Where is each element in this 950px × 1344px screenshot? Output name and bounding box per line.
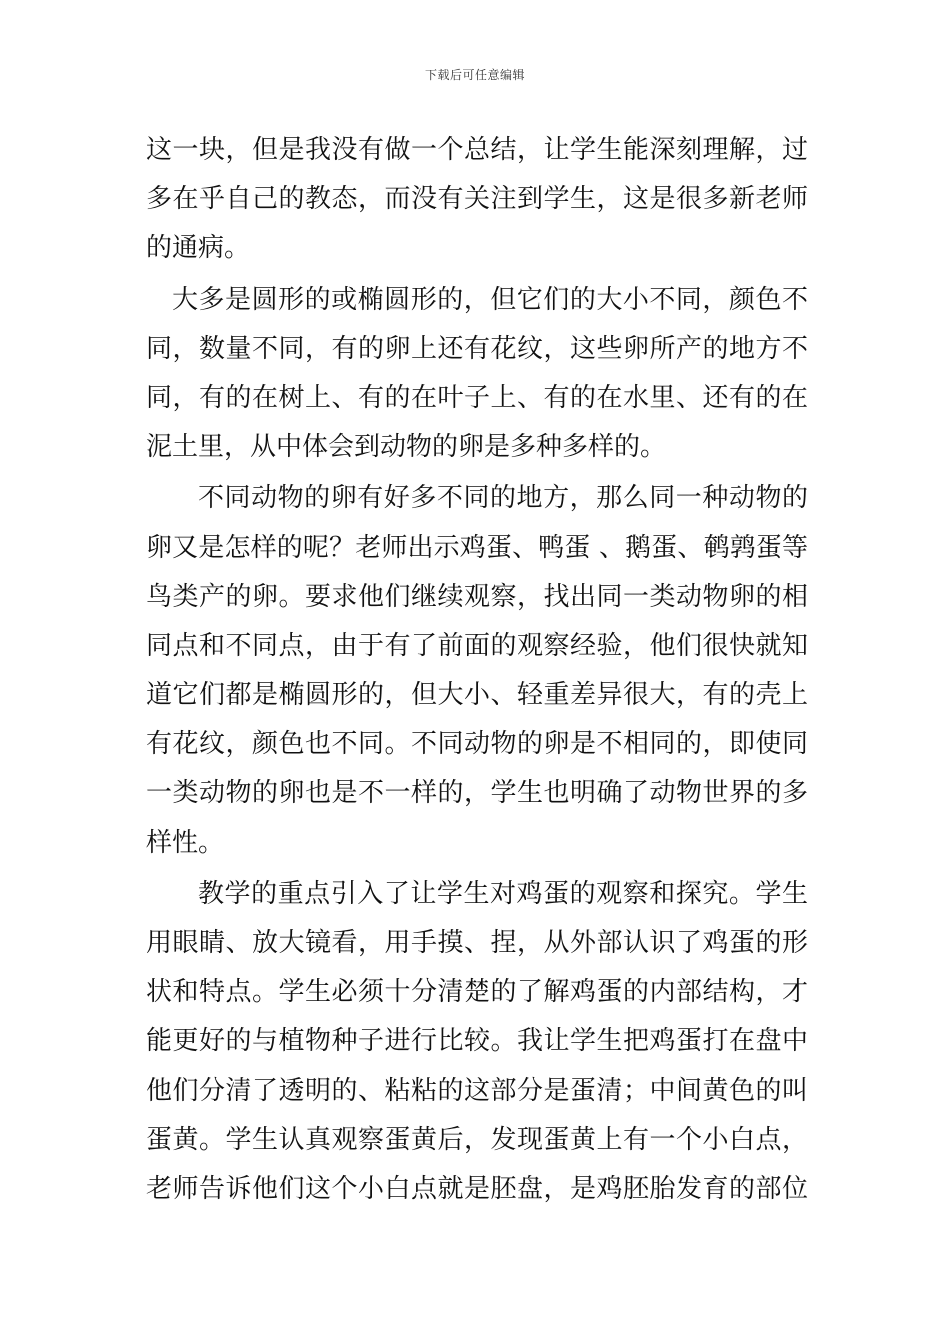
text-line: 教学的重点引入了让学生对鸡蛋的观察和探究。学生 <box>198 878 808 909</box>
text-line: 道它们都是椭圆形的，但大小、轻重差异很大，有的壳上 <box>146 680 808 711</box>
text-line: 用眼睛、放大镜看，用手摸、捏，从外部认识了鸡蛋的形 <box>146 928 808 958</box>
paragraph <box>146 276 808 473</box>
paragraph <box>146 126 808 274</box>
text-line: 的通病。 <box>146 233 251 264</box>
paragraph <box>146 474 808 868</box>
text-line: 同，有的在树上、有的在叶子上、有的在水里、还有的在 <box>146 382 808 413</box>
text-line: 蛋黄。学生认真观察蛋黄后，发现蛋黄上有一个小白点， <box>146 1124 808 1155</box>
text-line: 大多是圆形的或椭圆形的，但它们的大小不同，颜色不 <box>172 284 808 315</box>
text-line: 老师告诉他们这个小白点就是胚盘，是鸡胚胎发育的部位 <box>146 1173 808 1204</box>
paragraph <box>146 870 808 1214</box>
text-line: 状和特点。学生必须十分清楚的了解鸡蛋的内部结构，才 <box>146 977 808 1008</box>
text-line: 不同动物的卵有好多不同的地方，那么同一种动物的 <box>198 483 808 514</box>
page-header: 下载后可任意编辑 <box>424 68 525 82</box>
text-line: 卵又是怎样的呢？老师出示鸡蛋、鸭蛋 、鹅蛋、鹌鹑蛋等 <box>146 532 808 563</box>
text-line: 同点和不同点，由于有了前面的观察经验，他们很快就知 <box>146 630 808 661</box>
text-line: 一类动物的卵也是不一样的，学生也明确了动物世界的多 <box>146 778 808 809</box>
document-body <box>146 126 808 1214</box>
text-line: 同，数量不同，有的卵上还有花纹，这些卵所产的地方不 <box>146 333 808 364</box>
text-line: 泥土里，从中体会到动物的卵是多种多样的。 <box>146 432 667 463</box>
text-line: 能更好的与植物种子进行比较。我让学生把鸡蛋打在盘中 <box>146 1026 808 1057</box>
text-line: 鸟类产的卵。要求他们继续观察，找出同一类动物卵的相 <box>146 581 808 612</box>
text-line: 他们分清了透明的、粘粘的这部分是蛋清；中间黄色的叫 <box>146 1075 808 1106</box>
text-line: 样性。 <box>146 827 225 858</box>
text-line: 多在乎自己的教态，而没有关注到学生，这是很多新老师 <box>146 184 808 215</box>
text-line: 有花纹，颜色也不同。不同动物的卵是不相同的，即使同 <box>146 729 808 760</box>
text-line: 这一块，但是我没有做一个总结，让学生能深刻理解，过 <box>146 135 808 165</box>
